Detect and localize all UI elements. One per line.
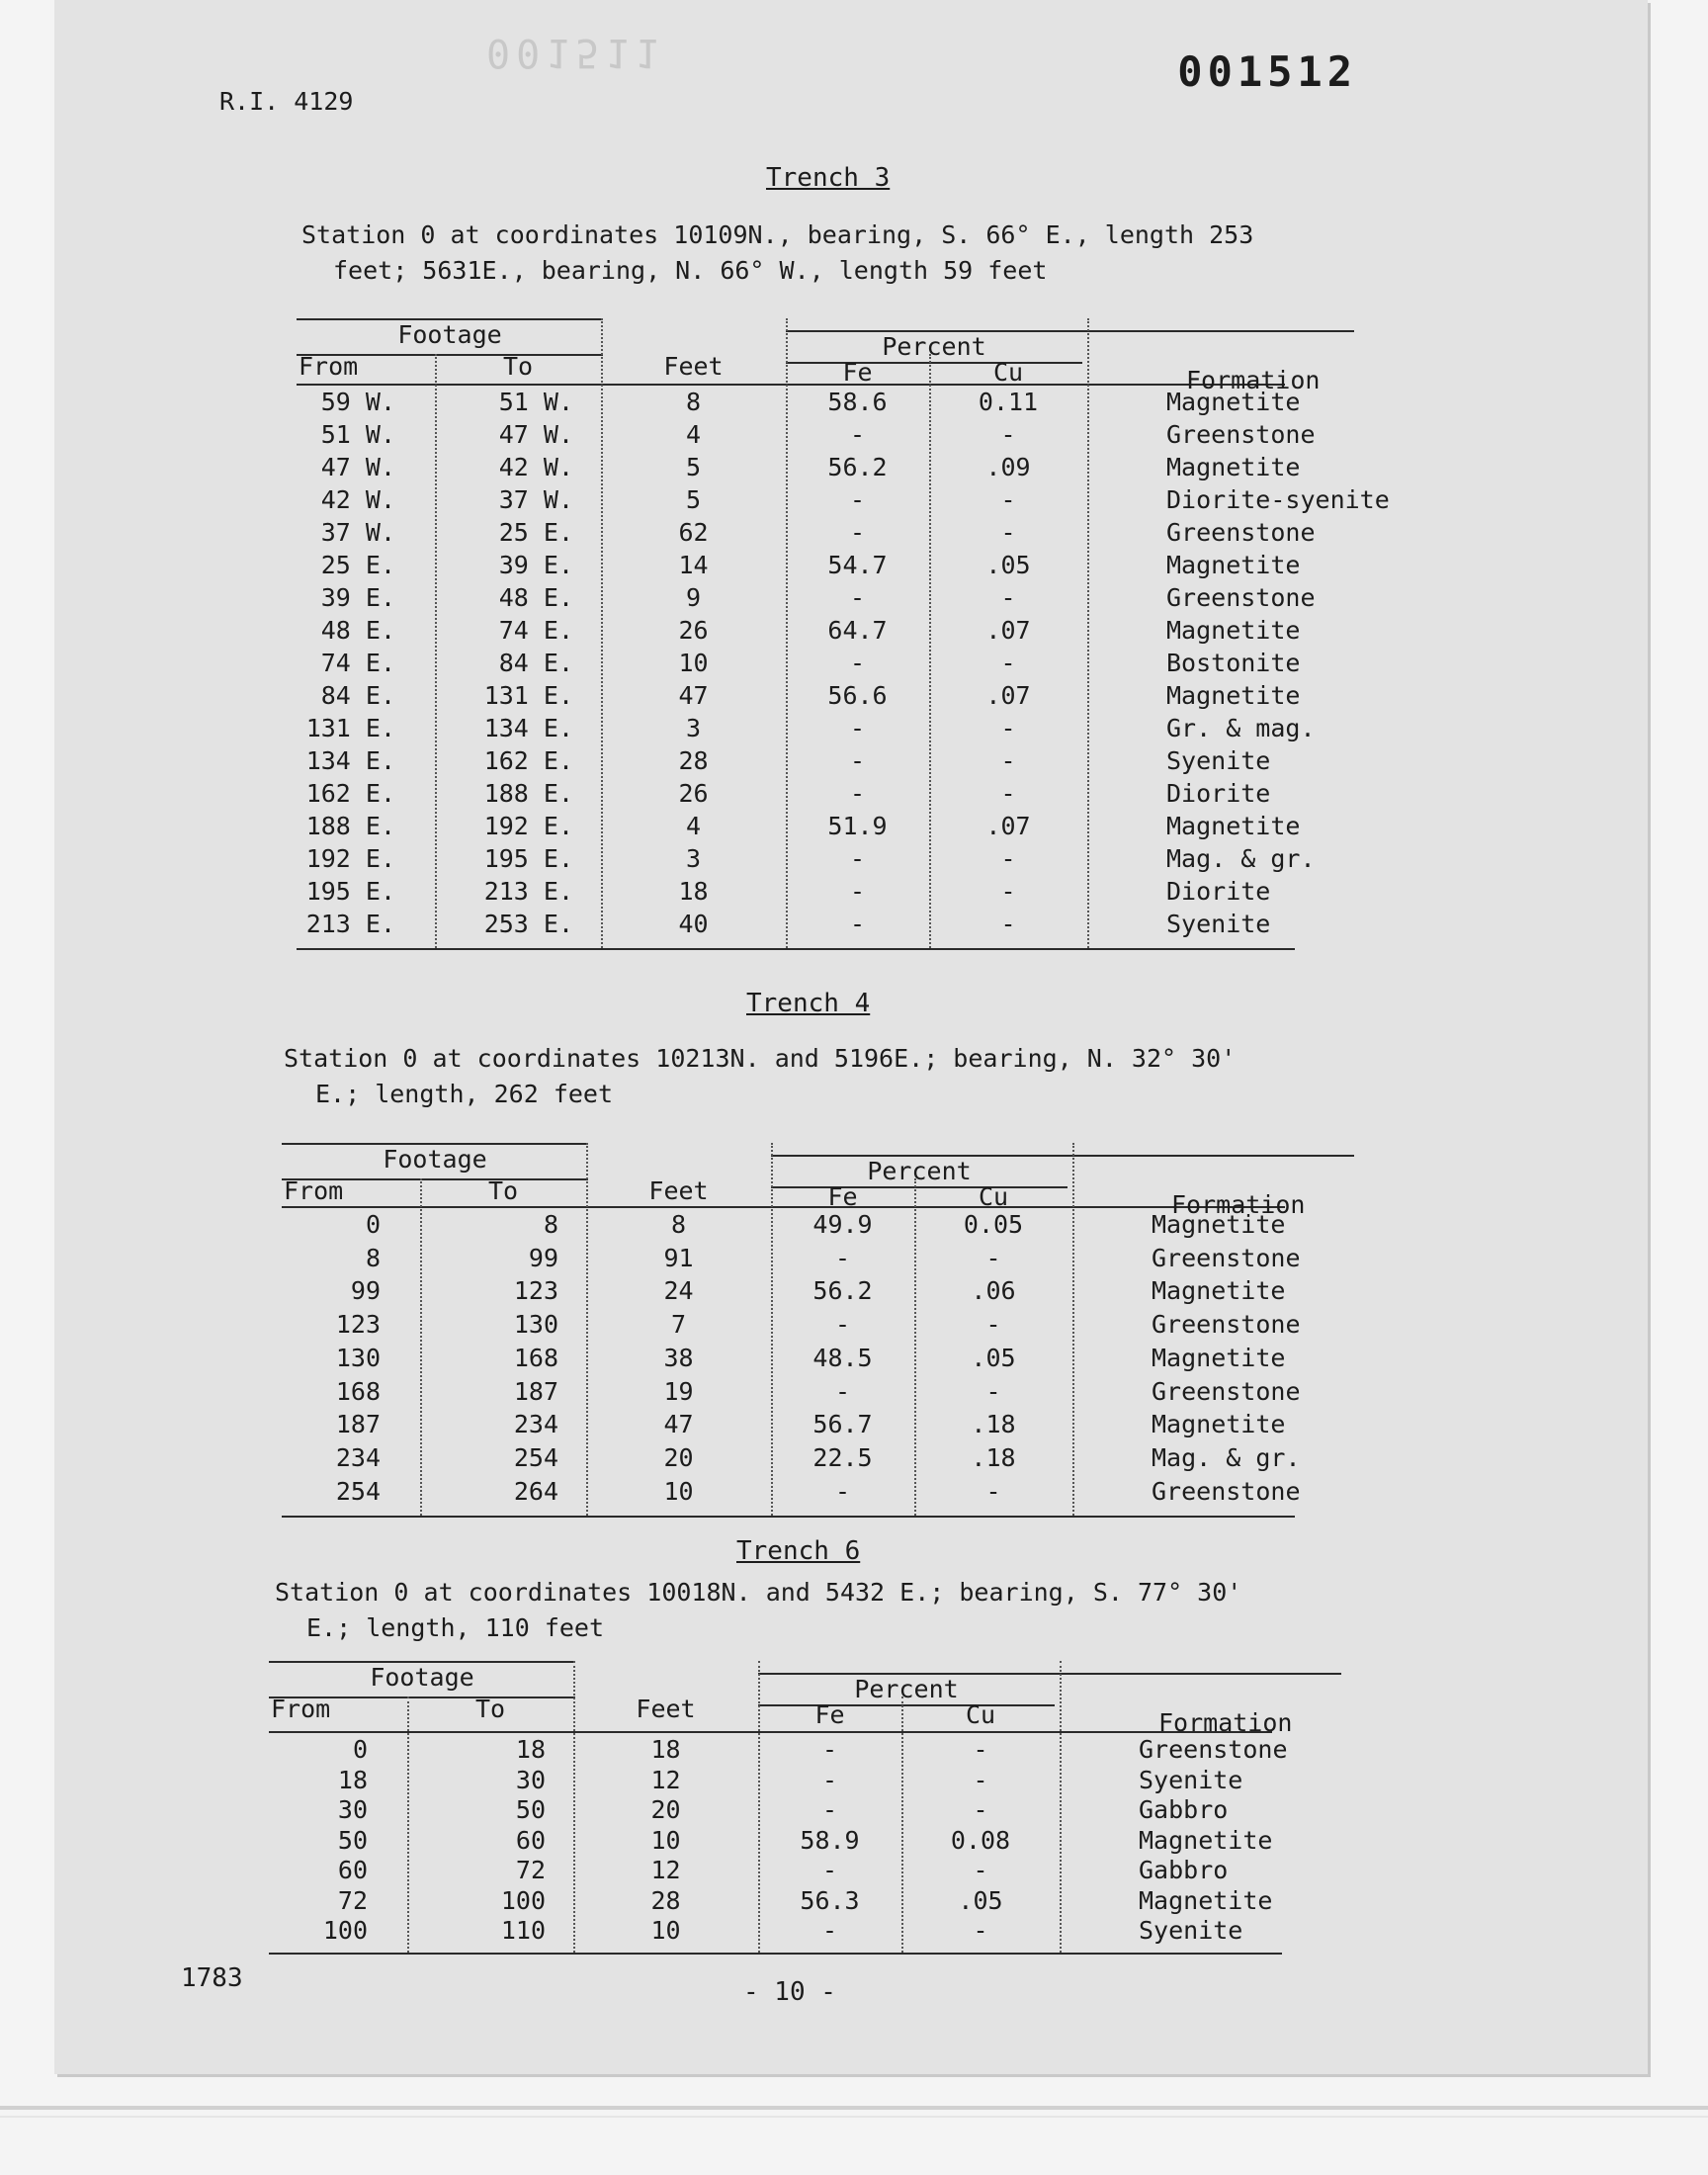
cell-formation: Magnetite <box>1166 453 1301 481</box>
cell-to: 60 <box>515 1825 546 1855</box>
cell-from: 18 <box>337 1765 368 1794</box>
cell-to: 72 <box>515 1856 546 1884</box>
cell-feet: 47 <box>678 681 709 710</box>
cell-feet: 91 <box>663 1243 694 1272</box>
cell-feet: 62 <box>678 518 709 547</box>
cell-to: 37 W. <box>498 485 573 514</box>
cell-to: 110 <box>500 1916 546 1945</box>
trench-title: Trench 4 <box>746 989 871 1018</box>
cell-to: 123 <box>513 1276 558 1306</box>
fe-header: Fe <box>814 1700 845 1729</box>
cell-fe: 58.6 <box>827 388 888 416</box>
cell-fe: - <box>849 583 866 612</box>
document-number: 001512 <box>1177 47 1357 96</box>
cell-cu: - <box>1000 649 1016 677</box>
cell-formation: Magnetite <box>1139 1825 1273 1855</box>
cell-from: 47 W. <box>320 453 395 481</box>
cell-cu: - <box>973 1765 988 1794</box>
cell-fe: 48.5 <box>812 1343 873 1372</box>
cell-to: 213 E. <box>483 877 573 906</box>
cell-cu: - <box>985 1310 1001 1340</box>
cell-feet: 12 <box>650 1856 681 1884</box>
cell-to: 264 <box>513 1476 558 1506</box>
cell-fe: 56.2 <box>827 453 888 481</box>
cell-formation: Greenstone <box>1139 1735 1288 1764</box>
cell-cu: - <box>1000 844 1016 873</box>
cell-formation: Magnetite <box>1152 1210 1286 1239</box>
cell-fe: 56.6 <box>827 681 888 710</box>
cell-from: 74 E. <box>320 649 395 677</box>
cell-formation: Gabbro <box>1139 1795 1229 1824</box>
cell-formation: Syenite <box>1139 1765 1243 1794</box>
cell-from: 168 <box>335 1376 381 1406</box>
cell-feet: 28 <box>678 746 709 775</box>
cell-to: 234 <box>513 1410 558 1439</box>
cell-cu: - <box>1000 714 1016 742</box>
cell-feet: 10 <box>650 1916 681 1945</box>
cell-to: 99 <box>528 1243 558 1272</box>
cell-from: 30 <box>337 1795 368 1824</box>
cell-feet: 40 <box>678 910 709 938</box>
cell-formation: Bostonite <box>1166 649 1301 677</box>
cell-feet: 10 <box>678 649 709 677</box>
cell-from: 60 <box>337 1856 368 1884</box>
cell-formation: Greenstone <box>1152 1243 1301 1272</box>
cell-cu: - <box>985 1376 1001 1406</box>
cell-fe: 49.9 <box>812 1210 873 1239</box>
cell-fe: - <box>849 746 866 775</box>
cell-formation: Greenstone <box>1166 583 1316 612</box>
cell-cu: .07 <box>985 616 1031 645</box>
cell-to: 253 E. <box>483 910 573 938</box>
cell-to: 188 E. <box>483 779 573 808</box>
footage-header: Footage <box>370 1663 474 1692</box>
cell-cu: - <box>1000 518 1016 547</box>
cell-formation: Magnetite <box>1166 551 1301 579</box>
cell-to: 100 <box>500 1885 546 1915</box>
scan-edge <box>0 2106 1708 2110</box>
formation-header: Formation <box>1158 1708 1293 1737</box>
cell-formation: Magnetite <box>1139 1885 1273 1915</box>
cell-fe: - <box>849 877 866 906</box>
cell-formation: Magnetite <box>1152 1410 1286 1439</box>
cell-feet: 26 <box>678 616 709 645</box>
to-header: To <box>487 1176 519 1205</box>
feet-header: Feet <box>663 352 724 381</box>
cell-to: 50 <box>515 1795 546 1824</box>
cell-to: 187 <box>513 1376 558 1406</box>
cell-fe: - <box>849 844 866 873</box>
station-line-2: E.; length, 110 feet <box>306 1613 605 1642</box>
cell-to: 195 E. <box>483 844 573 873</box>
cell-feet: 47 <box>663 1410 694 1439</box>
cell-fe: - <box>834 1310 851 1340</box>
cell-cu: - <box>973 1856 988 1884</box>
cell-from: 50 <box>337 1825 368 1855</box>
cell-formation: Greenstone <box>1152 1476 1301 1506</box>
cell-cu: - <box>1000 583 1016 612</box>
cell-cu: .05 <box>958 1885 1003 1915</box>
ghost-number: 001511 <box>486 30 665 75</box>
cell-from: 84 E. <box>320 681 395 710</box>
cell-to: 25 E. <box>498 518 573 547</box>
cell-fe: - <box>849 910 866 938</box>
cell-feet: 4 <box>685 812 702 840</box>
scan-edge-2 <box>0 2116 1708 2118</box>
cell-cu: - <box>1000 877 1016 906</box>
cell-fe: - <box>834 1476 851 1506</box>
cell-fe: 22.5 <box>812 1442 873 1472</box>
feet-header: Feet <box>636 1695 696 1723</box>
cell-formation: Mag. & gr. <box>1166 844 1316 873</box>
table-bottom-rule <box>282 1516 1295 1518</box>
station-description <box>275 1575 1241 1646</box>
cell-feet: 8 <box>670 1210 687 1239</box>
cell-from: 0 <box>365 1210 381 1239</box>
cell-feet: 10 <box>650 1825 681 1855</box>
cell-fe: - <box>849 714 866 742</box>
cell-feet: 5 <box>685 485 702 514</box>
cell-to: 18 <box>515 1735 546 1764</box>
cu-header: Cu <box>992 358 1024 387</box>
cell-formation: Gr. & mag. <box>1166 714 1316 742</box>
cell-from: 59 W. <box>320 388 395 416</box>
cell-from: 123 <box>335 1310 381 1340</box>
cell-cu: - <box>973 1795 988 1824</box>
cell-fe: - <box>821 1856 838 1884</box>
cell-fe: 64.7 <box>827 616 888 645</box>
station-line-1: Station 0 at coordinates 10018N. and 5432 E.; bearing, S. 77° 30' <box>275 1578 1242 1607</box>
cell-to: 74 E. <box>498 616 573 645</box>
cell-feet: 28 <box>650 1885 681 1915</box>
cell-formation: Magnetite <box>1152 1343 1286 1372</box>
cell-fe: - <box>834 1243 851 1272</box>
cell-formation: Greenstone <box>1152 1376 1301 1406</box>
cell-formation: Diorite-syenite <box>1166 485 1390 514</box>
station-line-2: E.; length, 262 feet <box>315 1080 614 1108</box>
to-header: To <box>502 352 534 381</box>
cell-from: 100 <box>322 1916 368 1945</box>
cell-fe: - <box>834 1376 851 1406</box>
cell-formation: Syenite <box>1166 910 1271 938</box>
cell-feet: 4 <box>685 420 702 449</box>
cell-to: 51 W. <box>498 388 573 416</box>
cell-feet: 3 <box>685 714 702 742</box>
cell-formation: Syenite <box>1166 746 1271 775</box>
cell-to: 84 E. <box>498 649 573 677</box>
cell-cu: - <box>1000 485 1016 514</box>
cell-from: 39 E. <box>320 583 395 612</box>
cell-feet: 26 <box>678 779 709 808</box>
cell-from: 37 W. <box>320 518 395 547</box>
page-number: - 10 - <box>743 1977 836 2007</box>
fe-header: Fe <box>842 358 873 387</box>
trench-title: Trench 6 <box>736 1536 861 1566</box>
header-bottom-rule <box>269 1731 1272 1733</box>
cell-from: 48 E. <box>320 616 395 645</box>
cell-fe: - <box>821 1916 838 1945</box>
cell-feet: 14 <box>678 551 709 579</box>
cell-from: 130 <box>335 1343 381 1372</box>
cell-feet: 38 <box>663 1343 694 1372</box>
cell-to: 48 E. <box>498 583 573 612</box>
cell-formation: Magnetite <box>1166 681 1301 710</box>
formation-header: Formation <box>1171 1190 1306 1219</box>
cell-cu: 0.05 <box>963 1210 1024 1239</box>
cell-to: 30 <box>515 1765 546 1794</box>
cell-from: 213 E. <box>305 910 395 938</box>
cell-from: 192 E. <box>305 844 395 873</box>
cell-from: 8 <box>365 1243 381 1272</box>
cell-fe: 54.7 <box>827 551 888 579</box>
from-header: From <box>299 352 359 381</box>
cell-fe: - <box>849 649 866 677</box>
cell-fe: - <box>821 1765 838 1794</box>
cell-to: 134 E. <box>483 714 573 742</box>
from-header: From <box>271 1695 331 1723</box>
cell-formation: Magnetite <box>1166 812 1301 840</box>
cell-from: 0 <box>352 1735 368 1764</box>
cell-formation: Greenstone <box>1152 1310 1301 1340</box>
cell-to: 8 <box>543 1210 558 1239</box>
cell-feet: 18 <box>650 1735 681 1764</box>
cell-feet: 8 <box>685 388 702 416</box>
cell-formation: Greenstone <box>1166 420 1316 449</box>
cell-to: 39 E. <box>498 551 573 579</box>
cell-fe: - <box>821 1795 838 1824</box>
cell-feet: 7 <box>670 1310 687 1340</box>
footer-left-number: 1783 <box>181 1963 243 1993</box>
cell-feet: 19 <box>663 1376 694 1406</box>
cell-from: 99 <box>350 1276 381 1306</box>
cell-from: 51 W. <box>320 420 395 449</box>
cell-from: 234 <box>335 1442 381 1472</box>
cu-header: Cu <box>965 1700 996 1729</box>
table-bottom-rule <box>269 1953 1282 1955</box>
cell-feet: 5 <box>685 453 702 481</box>
cell-cu: .07 <box>985 681 1031 710</box>
percent-header: Percent <box>882 332 986 361</box>
cell-from: 188 E. <box>305 812 395 840</box>
table-bottom-rule <box>297 948 1295 950</box>
report-id: R.I. 4129 <box>219 87 354 116</box>
cell-fe: - <box>849 779 866 808</box>
cell-formation: Syenite <box>1139 1916 1243 1945</box>
cell-to: 254 <box>513 1442 558 1472</box>
cell-to: 168 <box>513 1343 558 1372</box>
formation-header: Formation <box>1186 366 1321 394</box>
cell-from: 72 <box>337 1885 368 1915</box>
cu-header: Cu <box>978 1182 1009 1211</box>
cell-feet: 24 <box>663 1276 694 1306</box>
station-line-1: Station 0 at coordinates 10213N. and 5196E.; bearing, N. 32° 30' <box>284 1044 1237 1073</box>
cell-to: 47 W. <box>498 420 573 449</box>
cell-from: 195 E. <box>305 877 395 906</box>
cell-cu: .09 <box>985 453 1031 481</box>
percent-header: Percent <box>867 1157 972 1185</box>
cell-to: 162 E. <box>483 746 573 775</box>
cell-cu: - <box>1000 910 1016 938</box>
cell-cu: - <box>985 1476 1001 1506</box>
column-divider <box>1060 1661 1062 1953</box>
cell-fe: 56.3 <box>800 1885 860 1915</box>
cell-formation: Magnetite <box>1166 616 1301 645</box>
trench-title: Trench 3 <box>766 163 891 193</box>
footage-header: Footage <box>397 320 502 349</box>
cell-feet: 20 <box>650 1795 681 1824</box>
from-header: From <box>284 1176 344 1205</box>
station-description <box>284 1041 1236 1112</box>
cell-formation: Gabbro <box>1139 1856 1229 1884</box>
cell-formation: Mag. & gr. <box>1152 1442 1301 1472</box>
cell-feet: 12 <box>650 1765 681 1794</box>
station-line-1: Station 0 at coordinates 10109N., bearing, S. 66° E., length 253 <box>301 220 1254 249</box>
cell-feet: 9 <box>685 583 702 612</box>
cell-to: 131 E. <box>483 681 573 710</box>
cell-from: 42 W. <box>320 485 395 514</box>
cell-cu: .06 <box>971 1276 1016 1306</box>
cell-from: 187 <box>335 1410 381 1439</box>
station-description <box>301 218 1253 289</box>
cell-feet: 10 <box>663 1476 694 1506</box>
cell-formation: Greenstone <box>1166 518 1316 547</box>
cell-cu: .05 <box>971 1343 1016 1372</box>
cell-formation: Magnetite <box>1166 388 1301 416</box>
cell-feet: 3 <box>685 844 702 873</box>
cell-from: 134 E. <box>305 746 395 775</box>
percent-header: Percent <box>854 1675 959 1703</box>
cell-cu: 0.08 <box>950 1825 1011 1855</box>
cell-cu: - <box>985 1243 1001 1272</box>
column-divider <box>1072 1143 1074 1516</box>
cell-cu: .05 <box>985 551 1031 579</box>
cell-fe: 56.7 <box>812 1410 873 1439</box>
cell-cu: - <box>1000 779 1016 808</box>
cell-cu: - <box>1000 746 1016 775</box>
cell-fe: - <box>821 1735 838 1764</box>
cell-cu: .07 <box>985 812 1031 840</box>
cell-fe: 51.9 <box>827 812 888 840</box>
cell-fe: 58.9 <box>800 1825 860 1855</box>
cell-cu: 0.11 <box>978 388 1039 416</box>
cell-cu: .18 <box>971 1442 1016 1472</box>
cell-formation: Diorite <box>1166 779 1271 808</box>
cell-feet: 18 <box>678 877 709 906</box>
cell-fe: - <box>849 485 866 514</box>
cell-cu: - <box>973 1916 988 1945</box>
cell-from: 25 E. <box>320 551 395 579</box>
cell-from: 131 E. <box>305 714 395 742</box>
cell-cu: .18 <box>971 1410 1016 1439</box>
cell-formation: Magnetite <box>1152 1276 1286 1306</box>
cell-feet: 20 <box>663 1442 694 1472</box>
cell-fe: 56.2 <box>812 1276 873 1306</box>
cell-formation: Diorite <box>1166 877 1271 906</box>
cell-from: 162 E. <box>305 779 395 808</box>
cell-fe: - <box>849 518 866 547</box>
cell-cu: - <box>973 1735 988 1764</box>
fe-header: Fe <box>827 1182 858 1211</box>
cell-fe: - <box>849 420 866 449</box>
cell-to: 42 W. <box>498 453 573 481</box>
cell-to: 130 <box>513 1310 558 1340</box>
cell-cu: - <box>1000 420 1016 449</box>
column-divider <box>1087 318 1089 948</box>
feet-header: Feet <box>648 1176 709 1205</box>
to-header: To <box>474 1695 506 1723</box>
cell-to: 192 E. <box>483 812 573 840</box>
station-line-2: feet; 5631E., bearing, N. 66° W., length 59 feet <box>333 256 1048 285</box>
cell-from: 254 <box>335 1476 381 1506</box>
footage-header: Footage <box>383 1145 487 1174</box>
